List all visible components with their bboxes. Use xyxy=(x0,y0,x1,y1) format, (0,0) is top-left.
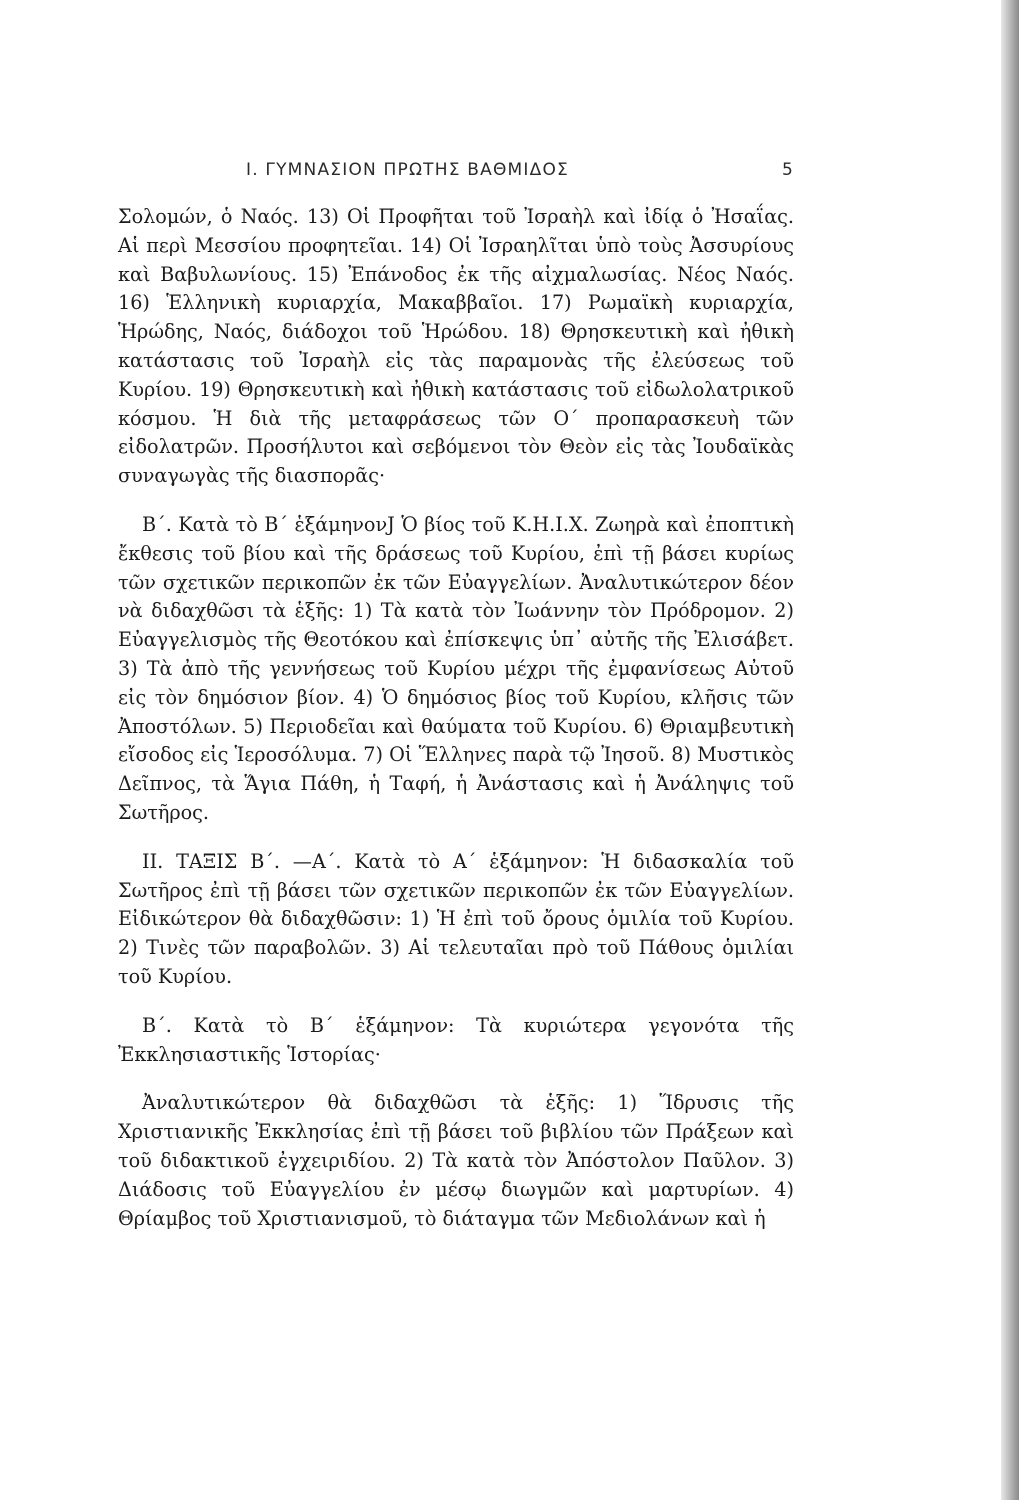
paragraph-old-testament-history: Σολομών, ὁ Ναός. 13) Οἱ Προφῆται τοῦ Ἰσραὴλ καὶ ἰδίᾳ ὁ Ἠσαΐας. Αἱ περὶ Μεσσίου προφητεῖαι. 14) Οἱ Ἰσραηλῖται ὑπὸ τοὺς Ἀσσυρίους καὶ Βαβυλωνίους. 15) Ἐπάνοδος ἐκ τῆς αἰχμαλωσίας. Νέος Ναός. 16) Ἑλληνικὴ κυριαρχία, Μακαββαῖοι. 17) Ρωμαϊκὴ κυριαρχία, Ἡρώδης, Ναός, διάδοχοι τοῦ Ἡρώδου. 18) Θρησκευτικὴ καὶ ἠθικὴ κατάστασις τοῦ Ἰσραὴλ εἰς τὰς παραμονὰς τῆς ἐλεύσεως τοῦ Κυρίου. 19) Θρησκευτικὴ καὶ ἠθικὴ κατάστασις τοῦ εἰδωλολατρικοῦ κόσμου. Ἡ διὰ τῆς μεταφράσεως τῶν Ο΄ προπαρασκευὴ τῶν εἰδολατρῶν. Προσήλυτοι καὶ σεβόμενοι τὸν Θεὸν εἰς τὰς Ἰουδαϊκὰς συναγωγὰς τῆς διασπορᾶς· xyxy=(118,205,794,488)
paragraph-class-b-first-semester: ΙΙ. ΤΑΞΙΣ Β΄. —Α΄. Κατὰ τὸ Α΄ ἑξάμηνον: Ἡ διδασκαλία τοῦ Σωτῆρος ἐπὶ τῇ βάσει τῶν σχετικῶν περικοπῶν ἐκ τῶν Εὐαγγελίων. Εἰδικώτερον θὰ διδαχθῶσιν: 1) Ἡ ἐπὶ τοῦ ὄρους ὁμιλία τοῦ Κυρίου. 2) Τινὲς τῶν παραβολῶν. 3) Αἱ τελευταῖαι πρὸ τοῦ Πάθους ὁμιλίαι τοῦ Κυρίου. xyxy=(118,849,794,988)
running-header xyxy=(246,160,794,184)
chapter-heading: Ι. ΓΥΜΝΑΣΙΟΝ ΠΡΩΤΗΣ ΒΑΘΜΙΔΟΣ xyxy=(246,160,569,180)
paragraph-church-history-topics: Ἀναλυτικώτερον θὰ διδαχθῶσι τὰ ἑξῆς: 1) Ἵδρυσις τῆς Χριστιανικῆς Ἐκκλησίας ἐπὶ τῇ βάσει τοῦ βιβλίου τῶν Πράξεων καὶ τοῦ διδακτικοῦ ἐγχειριδίου. 2) Τὰ κατὰ τὸν Ἀπόστολον Παῦλον. 3) Διάδοσις τοῦ Εὐαγγελίου ἐν μέσῳ διωγμῶν καὶ μαρτυρίων. 4) Θρίαμβος τοῦ Χριστιανισμοῦ, τὸ διάταγμα τῶν Μεδιολάνων καὶ ἡ xyxy=(118,1091,794,1230)
paragraph-class-b-second-semester: Β΄. Κατὰ τὸ Β΄ ἑξάμηνον: Τὰ κυριώτερα γεγονότα τῆς Ἐκκλησιαστικῆς Ἱστορίας· xyxy=(118,1013,794,1066)
page-number: 5 xyxy=(781,160,794,180)
body-text xyxy=(118,203,794,1233)
paragraph-second-semester-life-of-christ: Β΄. Κατὰ τὸ Β΄ ἑξάμηνονJ Ὁ βίος τοῦ Κ.Η.Ι.Χ. Ζωηρὰ καὶ ἐποπτικὴ ἔκθεσις τοῦ βίου καὶ τῆς δράσεως τοῦ Κυρίου, ἐπὶ τῇ βάσει κυρίως τῶν σχετικῶν περικοπῶν ἐκ τῶν Εὐαγγελίων. Ἀναλυτικώτερον δέον νὰ διδαχθῶσι τὰ ἑξῆς: 1) Τὰ κατὰ τὸν Ἰωάννην τὸν Πρόδρομον. 2) Εὐαγγελισμὸς τῆς Θεοτόκου καὶ ἐπίσκεψις ὑπ᾽ αὐτῆς τῆς Ἐλισάβετ. 3) Τὰ ἀπὸ τῆς γεννήσεως τοῦ Κυρίου μέχρι τῆς ἐμφανίσεως Αὐτοῦ εἰς τὸν δημόσιον βίον. 4) Ὁ δημόσιος βίος τοῦ Κυρίου, κλῆσις τῶν Ἀποστόλων. 5) Περιοδεῖαι καὶ θαύματα τοῦ Κυρίου. 6) Θριαμβευτικὴ εἴσοδος εἰς Ἱεροσόλυμα. 7) Οἱ Ἕλληνες παρὰ τῷ Ἰησοῦ. 8) Μυστικὸς Δεῖπνος, τὰ Ἅγια Πάθη, ἡ Ταφή, ἡ Ἀνάστασις καὶ ἡ Ἀνάληψις τοῦ Σωτῆρος. xyxy=(118,512,794,824)
page-edge-shadow xyxy=(1001,0,1019,1500)
